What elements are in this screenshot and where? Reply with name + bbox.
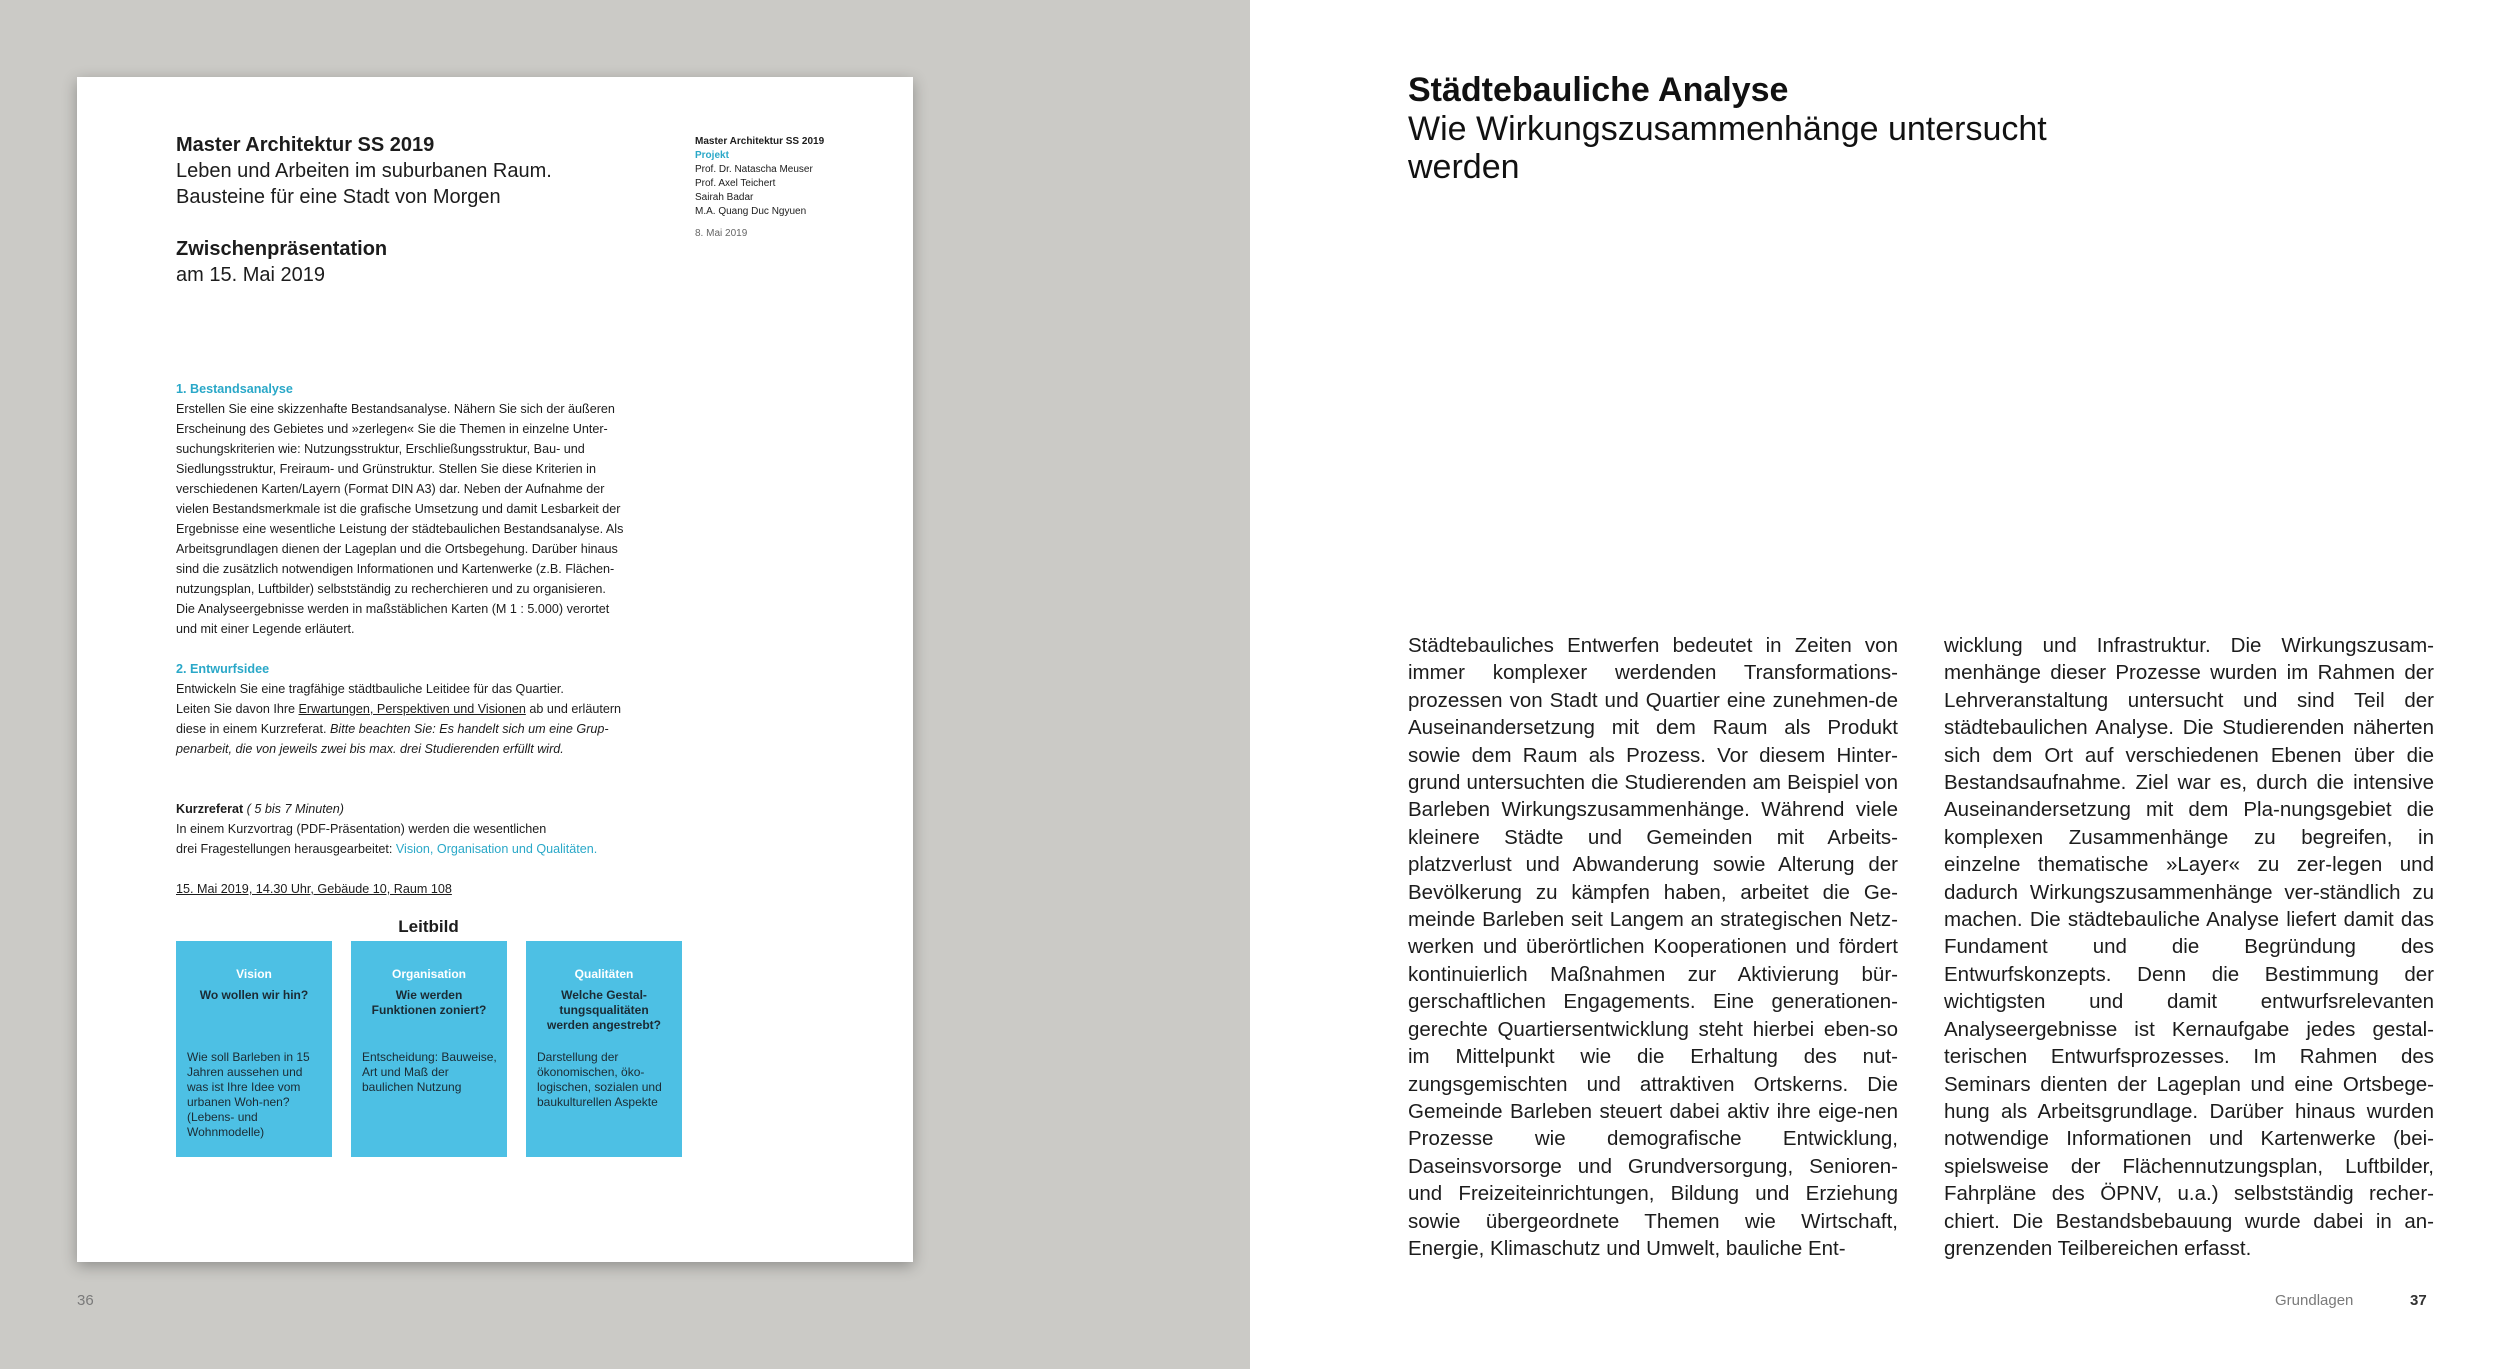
page-title: Städtebauliche Analyse xyxy=(1408,71,1789,109)
section1-line: Siedlungsstruktur, Freiraum- und Grünstruktur. Stellen Sie diese Kriterien in xyxy=(176,462,596,476)
meta-project-label: Projekt xyxy=(695,150,729,161)
spacer xyxy=(176,639,686,659)
sheet-subtitle-2: Bausteine für eine Stadt von Morgen xyxy=(176,186,501,208)
text-column-right: wicklung und Infrastruktur. Die Wirkungszusam-menhänge dieser Prozesse wurden im Rahmen der Lehrveranstaltung untersucht und sind Teil der städtebaulichen Analyse. Die Studierenden näherten sich dem Ort auf verschiedenen Ebenen über die Bestandsaufnahme. Ziel war es, durch die intensive Auseinandersetzung mit dem Pla-nungsgebiet die komplexen Zusammenhänge zu begreifen, in einzelne thematische »Layer« zu zer-legen und dadurch Wirkungszusammenhänge ver-ständlich zu machen. Die städtebauliche Analyse liefert damit das Fundament und die Begründung des Entwurfskonzepts. Denn die Bestimmung der wichtigsten und damit entwurfsrelevanten Analyseergebnisse ist Kernaufgabe jedes gestal-terischen Entwurfsprozesses. Im Rahmen des Seminars dienten der Lageplan und eine Ortsbege-hung als Arbeitsgrundlage. Darüber hinaus wurden notwendige Informationen und Kartenwerke (bei-spielsweise der Flächennutzungsplan, Luftbilder, Fahrpläne des ÖPNV, u.a.) selbstständig recher-chiert. Die Bestandsbebauung wurde dabei in an-grenzenden Teilbereichen erfasst. xyxy=(1944,634,2434,1260)
section1-line: Ergebnisse eine wesentliche Leistung der städtebaulichen Bestandsanalyse. Als xyxy=(176,522,624,536)
section2-line xyxy=(176,719,686,739)
assignment-sheet xyxy=(77,77,913,1262)
box-question: Wo wollen wir hin? xyxy=(199,988,309,1002)
text-column-left: Städtebauliches Entwerfen bedeutet in Zeiten von immer komplexer werdenden Transformations-prozessen von Stadt und Quartier eine zunehmen-de Auseinandersetzung mit dem Raum als Produkt sowie dem Raum als Prozess. Vor diesem Hinter-grund untersuchten die Studierenden am Beispiel von Barleben Wirkungszusammenhänge. Während viele kleinere Städte und Gemeinden mit Arbeits-platzverlust und Abwanderung sowie Alterung der Bevölkerung zu kämpfen haben, arbeitet die Ge-meinde Barleben seit Langem an strategischen Netz-werken und überörtlichen Kooperationen und fördert kontinuierlich Maßnahmen zur Aktivierung bür-gerschaftlichen Engagements. Eine generationen-gerechte Quartiersentwicklung steht hierbei eben-so im Mittelpunkt wie die Erhaltung des nut-zungsgemischten und attraktiven Ortskerns. Die Gemeinde Barleben steuert dabei aktiv ihre eige-nen Prozesse wie demografische Entwicklung, Daseinsvorsorge und Grundversorgung, Senioren- und Freizeiteinrichtungen, Bildung und Erziehung sowie übergeordnete Themen wie Wirtschaft, Energie, Klimaschutz und Umwelt, bauliche Ent- xyxy=(1408,634,1898,1260)
page-subtitle: Wie Wirkungszusammenhänge untersucht werden xyxy=(1408,110,2047,186)
section2-line: penarbeit, die von jeweils zwei bis max. drei Studierenden erfüllt wird. xyxy=(176,742,564,756)
box-question: Wie werden Funktionen zoniert? xyxy=(371,988,487,1017)
box-label: Qualitäten xyxy=(574,967,634,981)
section1-line: suchungskriterien wie: Nutzungsstruktur, Erschließungsstruktur, Bau- und xyxy=(176,442,585,456)
kurzreferat-date: 15. Mai 2019, 14.30 Uhr, Gebäude 10, Raum 108 xyxy=(176,882,452,896)
zwischen-title: Zwischenpräsentation xyxy=(176,238,388,260)
kurzreferat-line: In einem Kurzvortrag (PDF-Präsentation) werden die wesentlichen xyxy=(176,822,547,836)
box-question: Welche Gestal-tungsqualitäten werden angestrebt? xyxy=(546,988,662,1032)
section2-heading: 2. Entwurfsidee xyxy=(176,662,270,676)
sheet-header xyxy=(176,132,616,288)
section1-line: sind die zusätzlich notwendigen Informationen und Kartenwerke (z.B. Flächen- xyxy=(176,562,615,576)
footer-section-label: Grundlagen xyxy=(2275,1292,2354,1309)
sheet-title: Master Architektur SS 2019 xyxy=(176,134,435,156)
section1-line: vielen Bestandsmerkmale ist die grafische Umsetzung und damit Lesbarkeit der xyxy=(176,502,621,516)
section2-line: Entwickeln Sie eine tragfähige städtbauliche Leitidee für das Quartier. xyxy=(176,682,564,696)
box-text: Darstellung der ökonomischen, öko-logischen, sozialen und baukulturellen Aspekte xyxy=(537,1050,662,1109)
meta-person: Prof. Dr. Natascha Meuser xyxy=(695,164,813,175)
section1-line: verschiedenen Karten/Layern (Format DIN A3) dar. Neben der Aufnahme der xyxy=(176,482,605,496)
leitbild-title: Leitbild xyxy=(398,917,459,936)
meta-box xyxy=(695,135,895,241)
section2-text: diese in einem Kurzreferat. xyxy=(176,722,330,736)
section2-underlined: Erwartungen, Perspektiven und Visionen xyxy=(298,702,526,716)
section1-line: Erstellen Sie eine skizzenhafte Bestandsanalyse. Nähern Sie sich der äußeren xyxy=(176,402,615,416)
sheet-subtitle-1: Leben und Arbeiten im suburbanen Raum. xyxy=(176,160,552,182)
leitbild-box-vision xyxy=(176,941,332,1157)
leitbild-box-qualitaeten xyxy=(526,941,682,1157)
section2-text: Leiten Sie davon Ihre xyxy=(176,702,299,716)
kurzreferat-highlight: Vision, Organisation und Qualitäten. xyxy=(395,842,598,856)
meta-person: Prof. Axel Teichert xyxy=(695,178,776,189)
box-label: Vision xyxy=(236,967,272,981)
section2-line xyxy=(176,699,686,719)
kurzreferat-text: drei Fragestellungen herausgearbeitet: xyxy=(176,842,396,856)
section1-line: Die Analyseergebnisse werden in maßstäblichen Karten (M 1 : 5.000) verortet xyxy=(176,602,610,616)
box-text: Entscheidung: Bauweise, Art und Maß der baulichen Nutzung xyxy=(362,1050,497,1094)
kurzreferat-line xyxy=(176,799,686,819)
meta-date: 8. Mai 2019 xyxy=(695,228,748,239)
section1-line: nutzungsplan, Luftbilder) selbstständig zu recherchieren und zu organisieren. xyxy=(176,582,606,596)
meta-person: M.A. Quang Duc Ngyuen xyxy=(695,206,807,217)
section1-line: Arbeitsgrundlagen dienen der Lageplan und die Ortsbegehung. Darüber hinaus xyxy=(176,542,618,556)
kurzreferat-duration: ( 5 bis 7 Minuten) xyxy=(243,802,344,816)
spacer xyxy=(176,759,686,779)
meta-person: Sairah Badar xyxy=(695,192,754,203)
sheet-body xyxy=(176,379,686,899)
section2-text: ab und erläutern xyxy=(525,702,622,716)
box-label: Organisation xyxy=(391,967,466,981)
leitbild-box-organisation xyxy=(351,941,507,1157)
meta-title: Master Architektur SS 2019 xyxy=(695,136,825,147)
spacer xyxy=(176,779,686,799)
kurzreferat-title: Kurzreferat xyxy=(176,802,244,816)
section1-heading: 1. Bestandsanalyse xyxy=(176,382,293,396)
box-text: Wie soll Barleben in 15 Jahren aussehen und was ist Ihre Idee vom urbanen Woh-nen? (Lebens- und Wohnmodelle) xyxy=(187,1050,310,1139)
right-page xyxy=(1250,0,2500,1369)
page-number-left: 36 xyxy=(77,1292,94,1309)
section2-italic: Bitte beachten Sie: Es handelt sich um eine Grup- xyxy=(330,722,609,736)
page-number-right: 37 xyxy=(2410,1292,2427,1309)
kurzreferat-line xyxy=(176,839,686,859)
zwischen-date: am 15. Mai 2019 xyxy=(176,264,325,286)
section1-line: Erscheinung des Gebietes und »zerlegen« Sie die Themen in einzelne Unter- xyxy=(176,422,608,436)
section1-line: und mit einer Legende erläutert. xyxy=(176,622,355,636)
spacer xyxy=(176,859,686,879)
